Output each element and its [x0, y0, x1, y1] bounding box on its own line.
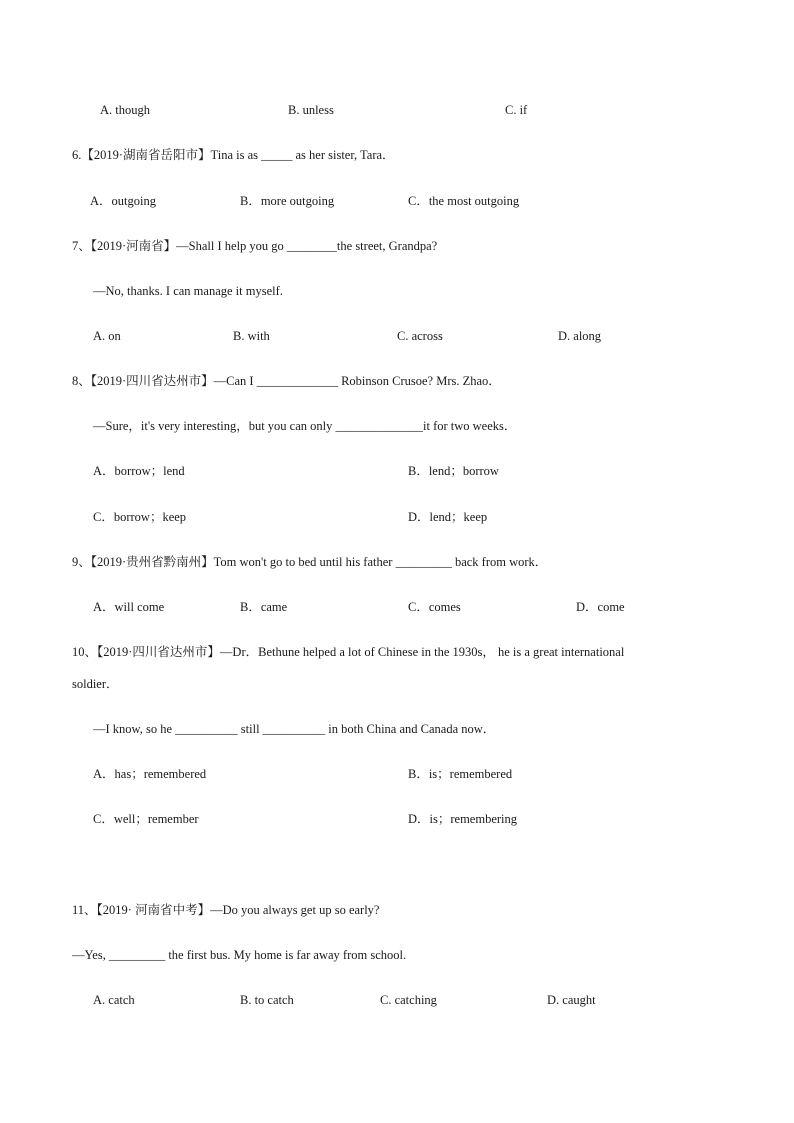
q6-stem: 6.【2019·湖南省岳阳市】Tina is as _____ as her sister, Tara． [72, 148, 395, 162]
q7-option-b: B. with [233, 329, 270, 343]
q7-reply: —No, thanks. I can manage it myself. [93, 284, 283, 298]
q11-option-d: D. caught [547, 993, 596, 1007]
q10-stem-line1: 10、【2019·四川省达州市】—Dr．Bethune helped a lot of Chinese in the 1930s， he is a great international [72, 645, 625, 659]
q7-option-a: A. on [93, 329, 121, 343]
q8-option-c: C．borrow；keep [93, 510, 187, 524]
q9-option-d: D．come [576, 600, 625, 614]
q11-option-c: C. catching [380, 993, 437, 1007]
q5-option-a: A. though [100, 103, 150, 117]
q11-option-b: B. to catch [240, 993, 294, 1007]
q10-option-d: D．is；remembering [408, 812, 518, 826]
q7-option-d: D. along [558, 329, 602, 343]
q9-option-a: A．will come [93, 600, 165, 614]
q7-stem: 7、【2019·河南省】—Shall I help you go ________the street, Grandpa? [72, 239, 438, 253]
q10-option-c: C．well；remember [93, 812, 199, 826]
q7-option-c: C. across [397, 329, 443, 343]
q11-option-a: A. catch [93, 993, 135, 1007]
q6-option-b: B．more outgoing [240, 194, 335, 208]
q6-option-c: C．the most outgoing [408, 194, 520, 208]
q10-reply: —I know, so he __________ still __________ in both China and Canada now． [93, 722, 496, 736]
q8-option-b: B．lend；borrow [408, 464, 499, 478]
q5-option-b: B. unless [288, 103, 334, 117]
q6-option-a: A．outgoing [90, 194, 156, 208]
q5-option-c: C. if [505, 103, 528, 117]
q8-option-d: D．lend；keep [408, 510, 488, 524]
q8-reply: —Sure，it's very interesting，but you can only ______________it for two weeks． [93, 419, 517, 433]
q8-option-a: A．borrow；lend [93, 464, 185, 478]
q10-option-b: B．is；remembered [408, 767, 513, 781]
q9-option-c: C．comes [408, 600, 461, 614]
q11-reply: —Yes, _________ the first bus. My home is far away from school. [72, 948, 407, 962]
q9-stem: 9、【2019·贵州省黔南州】Tom won't go to bed until his father _________ back from work． [72, 555, 548, 569]
q8-stem: 8、【2019·四川省达州市】—Can I _____________ Robinson Crusoe? Mrs. Zhao． [72, 374, 501, 388]
q9-option-b: B．came [240, 600, 288, 614]
q10-option-a: A．has；remembered [93, 767, 207, 781]
q11-stem: 11、【2019· 河南省中考】—Do you always get up so early? [72, 903, 380, 917]
q10-stem-line2: soldier． [72, 677, 119, 691]
